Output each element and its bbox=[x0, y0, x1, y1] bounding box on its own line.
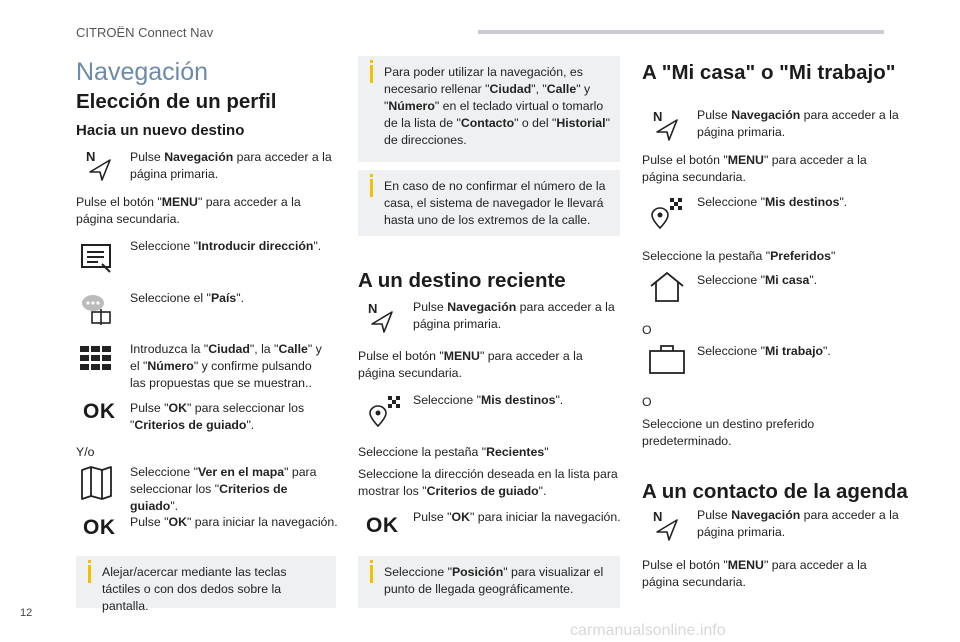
address-entry-icon bbox=[80, 242, 114, 279]
col3-or-1: O bbox=[642, 323, 652, 337]
col2-step-destinations: Seleccione "Mis destinos". bbox=[413, 393, 564, 407]
col1-step-nav: Pulse Navegación para acceder a la página primaria. bbox=[130, 150, 332, 181]
keyboard-icon bbox=[80, 346, 116, 377]
note-box: En caso de no confirmar el número de la casa, el sistema de navegador le llevará hasta uno de los extremos de la calle. bbox=[358, 170, 620, 236]
watermark: carmanualsonline.info bbox=[570, 622, 726, 639]
col1-subheading: Hacia un nuevo destino bbox=[76, 122, 245, 139]
info-icon bbox=[370, 179, 373, 197]
col3-step-nav-contact: Pulse Navegación para acceder a la página primaria. bbox=[697, 508, 899, 539]
col3-menu-text-contact: Pulse el botón "MENU" para acceder a la página secundaria. bbox=[642, 558, 867, 589]
info-icon bbox=[370, 65, 373, 83]
ok-icon: OK bbox=[83, 516, 116, 539]
col2-list-text: Seleccione la dirección deseada en la lista para mostrar los "Criterios de guiado". bbox=[358, 467, 618, 498]
note-box: Para poder utilizar la navegación, es necesario rellenar "Ciudad", "Calle" y "Número" en el teclado virtual o tomarlo de la lista de "Contacto" o del "Historial" de direcciones. bbox=[358, 56, 620, 162]
col3-step-nav: Pulse Navegación para acceder a la página primaria. bbox=[697, 108, 899, 139]
col3-default-text: Seleccione un destino preferido predeterminado. bbox=[642, 417, 815, 448]
navigation-icon: N bbox=[84, 150, 114, 182]
col1-step-ok: Pulse "OK" para seleccionar los "Criterios de guiado". bbox=[130, 401, 305, 432]
col3-menu-text: Pulse el botón "MENU" para acceder a la página secundaria. bbox=[642, 153, 867, 184]
col1-step-address: Seleccione "Introducir dirección". bbox=[130, 239, 322, 253]
col3-heading: A "Mi casa" o "Mi trabajo" bbox=[642, 61, 896, 84]
col2-menu-text: Pulse el botón "MENU" para acceder a la página secundaria. bbox=[358, 349, 583, 380]
header-divider bbox=[478, 30, 884, 34]
navigation-icon: N bbox=[651, 510, 681, 542]
col2-tab-text: Seleccione la pestaña "Recientes" bbox=[358, 445, 549, 459]
header-title: CITROËN Connect Nav bbox=[76, 25, 214, 40]
col2-step-nav: Pulse Navegación para acceder a la página primaria. bbox=[413, 300, 615, 331]
col1-yo: Y/o bbox=[76, 445, 95, 459]
note-box: Alejar/acercar mediante las teclas táctiles o con dos dedos sobre la pantalla. bbox=[76, 556, 336, 608]
col1-heading: Elección de un perfil bbox=[76, 90, 277, 113]
col1-step-map: Seleccione "Ver en el mapa" para seleccionar los "Criterios de guiado". bbox=[130, 465, 317, 513]
note-box: Seleccione "Posición" para visualizar el punto de llegada geográficamente. bbox=[358, 556, 620, 608]
ok-icon: OK bbox=[83, 400, 116, 423]
info-icon bbox=[88, 565, 91, 583]
col3-step-work: Seleccione "Mi trabajo". bbox=[697, 344, 831, 358]
col3-step-home: Seleccione "Mi casa". bbox=[697, 273, 818, 287]
col1-menu-text: Pulse el botón "MENU" para acceder a la página secundaria. bbox=[76, 195, 301, 226]
navigation-icon: N bbox=[366, 302, 396, 334]
destinations-icon bbox=[646, 196, 686, 235]
col1-step-country: Seleccione el "País". bbox=[130, 291, 245, 305]
col2-heading: A un destino reciente bbox=[358, 269, 566, 292]
destinations-icon bbox=[364, 394, 404, 433]
section-title: Navegación bbox=[76, 58, 209, 86]
info-icon bbox=[370, 565, 373, 583]
col3-step-destinations: Seleccione "Mis destinos". bbox=[697, 195, 848, 209]
col1-step-ok-start: Pulse "OK" para iniciar la navegación. bbox=[130, 515, 338, 529]
ok-icon: OK bbox=[366, 514, 399, 537]
col3-tab-text: Seleccione la pestaña "Preferidos" bbox=[642, 249, 836, 263]
page-number: 12 bbox=[20, 607, 33, 619]
map-icon bbox=[80, 466, 114, 505]
navigation-icon: N bbox=[651, 110, 681, 142]
country-icon bbox=[80, 292, 114, 331]
col3-heading-contact: A un contacto de la agenda bbox=[642, 480, 908, 503]
col3-or-2: O bbox=[642, 395, 652, 409]
col1-step-keyboard: Introduzca la "Ciudad", la "Calle" y el "Número" y confirme pulsando las propuestas que se muestran.. bbox=[130, 342, 322, 390]
home-icon bbox=[648, 270, 686, 309]
col2-step-ok: Pulse "OK" para iniciar la navegación. bbox=[413, 510, 621, 524]
work-icon bbox=[648, 342, 686, 381]
